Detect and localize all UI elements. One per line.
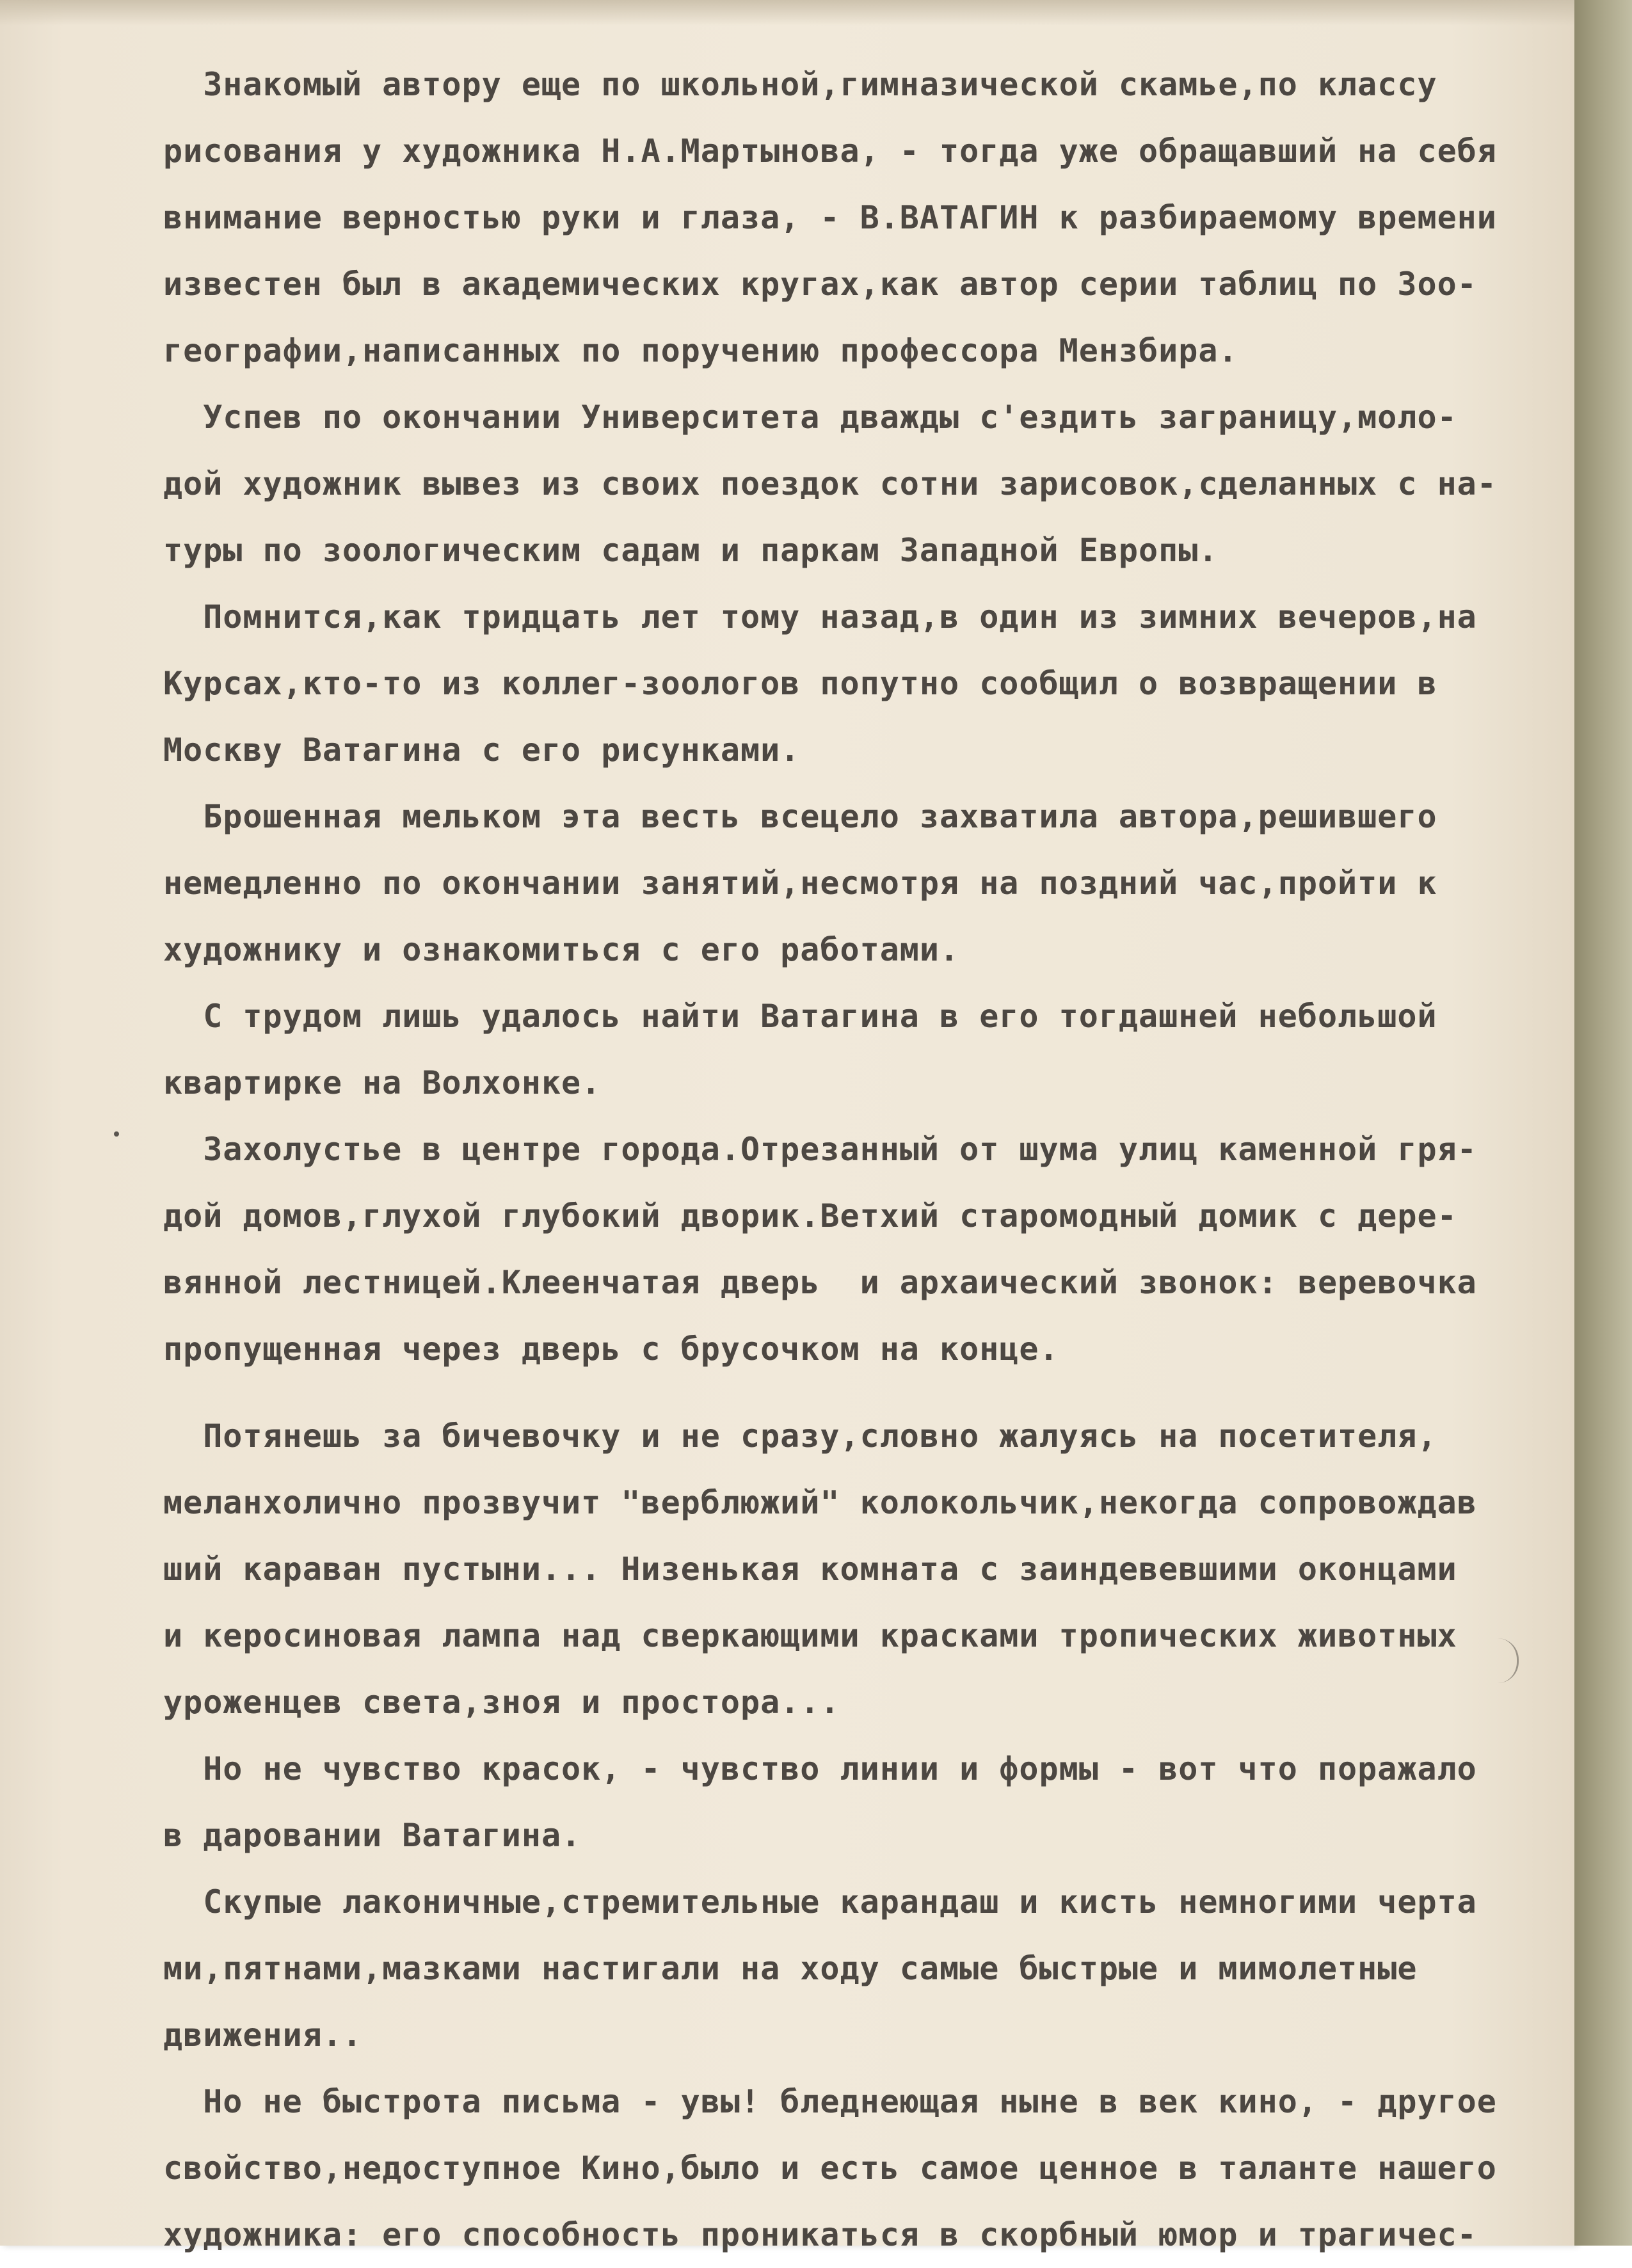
text-line: дой художник вывез из своих поездок сотни зарисовок,сделанных с на- [163,465,1497,502]
text-line: Курсах,кто-то из коллег-зоологов попутно сообщил о возвращении в [163,665,1437,702]
background-strip [1574,0,1632,2246]
margin-mark [114,1131,119,1137]
text-line: меланхолично прозвучит "верблюжий" колокольчик,некогда сопровождав [163,1484,1477,1521]
text-line: в даровании Ватагина. [163,1817,582,1854]
text-line: Москву Ватагина с его рисунками. [163,731,801,769]
text-line: свойство,недоступное Кино,было и есть самое ценное в таланте нашего [163,2150,1497,2187]
text-line: внимание верностью руки и глаза, - В.ВАТАГИН к разбираемому времени [163,199,1497,236]
text-line: туры по зоологическим садам и паркам Западной Европы. [163,532,1219,569]
text-line: рисования у художника Н.А.Мартынова, - тогда уже обращавший на себя [163,132,1497,170]
text-line: пропущенная через дверь с брусочком на конце. [163,1330,1059,1368]
text-line: географии,написанных по поручению профессора Мензбира. [163,332,1238,369]
text-line: и керосиновая лампа над сверкающими красками тропических животных [163,1617,1457,1654]
text-line: дой домов,глухой глубокий дворик.Ветхий старомодный домик с дере- [163,1197,1457,1234]
typed-text [163,51,1546,2268]
text-line: Потянешь за бичевочку и не сразу,словно жалуясь на посетителя, [163,1418,1437,1455]
text-line: Но не быстрота письма - увы! бледнеющая ныне в век кино, - другое [163,2083,1497,2120]
text-line: известен был в академических кругах,как автор серии таблиц по Зоо- [163,266,1477,303]
text-line: вянной лестницей.Клеенчатая дверь и архаический звонок: веревочка [163,1264,1477,1301]
text-line: Успев по окончании Университета дважды с'ездить заграницу,моло- [163,399,1457,436]
text-line: Захолустье в центре города.Отрезанный от шума улиц каменной гря- [163,1131,1477,1168]
text-line: ший караван пустыни... Низенькая комната с заиндевевшими оконцами [163,1551,1457,1588]
text-line: ми,пятнами,мазками настигали на ходу самые быстрые и мимолетные [163,1950,1418,1987]
text-line: художника: его способность проникаться в скорбный юмор и трагичес- [163,2216,1477,2253]
text-line: Помнится,как тридцать лет тому назад,в один из зимних вечеров,на [163,598,1477,635]
text-line: уроженцев света,зноя и простора... [163,1684,840,1721]
text-line: художнику и ознакомиться с его работами. [163,931,960,968]
text-line: Брошенная мельком эта весть всецело захватила автора,решившего [163,798,1437,835]
text-line: Скупые лаконичные,стремительные карандаш и кисть немногими черта [163,1883,1477,1921]
text-line: Но не чувство красок, - чувство линии и формы - вот что поражало [163,1750,1477,1787]
text-line: движения.. [163,2016,363,2054]
text-line: немедленно по окончании занятий,несмотря на поздний час,пройти к [163,865,1437,902]
text-line: квартирке на Волхонке. [163,1064,602,1101]
text-line: Знакомый автору еще по школьной,гимназической скамье,по классу [163,66,1437,103]
text-line: С трудом лишь удалось найти Ватагина в его тогдашней небольшой [163,998,1437,1035]
